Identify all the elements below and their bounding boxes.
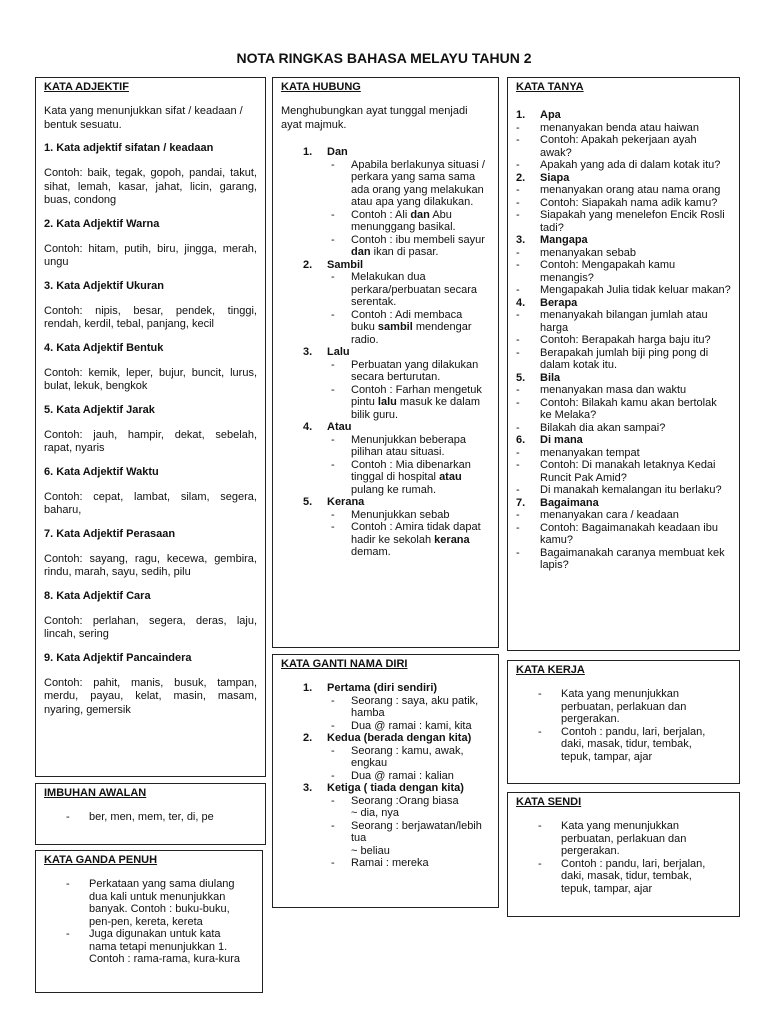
list-point (281, 720, 490, 733)
list-point (281, 159, 490, 209)
list-point (281, 795, 490, 820)
item-heading (516, 172, 731, 185)
kata-ganti-nama-diri-box (272, 654, 499, 908)
list-point (516, 209, 731, 234)
list-point (281, 745, 490, 770)
list-item (516, 297, 731, 372)
dash-bullet: - (516, 421, 520, 434)
item-heading (516, 434, 731, 447)
item-number: 6. (516, 434, 526, 446)
point-list (44, 878, 254, 966)
list-point (281, 770, 490, 783)
item-heading: 3. Kata Adjektif Ukuran (44, 279, 165, 292)
list-item (281, 732, 490, 782)
dash-bullet: - (331, 233, 335, 246)
item-example: Contoh: jauh, hampir, dekat, sebelah, rapat, nyaris (44, 428, 257, 454)
point-text: ber, men, mem, ter, di, pe (89, 811, 214, 823)
item-number: 3. (303, 346, 313, 358)
dash-bullet: - (516, 484, 520, 496)
point-text: Berapakah jumlah biji ping pong di dalam kotak itu. (540, 346, 709, 371)
bold-keyword: atau (439, 471, 462, 483)
point-text: masuk ke dalam bilik guru. (351, 396, 481, 421)
dash-bullet: - (331, 794, 335, 807)
list-point (516, 547, 731, 572)
point-text: ikan di pasar. (370, 246, 439, 258)
point-text: menanyakan orang atau nama orang (540, 184, 721, 196)
item-example: Contoh: sayang, ragu, kecewa, gembira, rindu, marah, sayu, sedih, pilu (44, 552, 257, 578)
point-text: Dua @ ramai : kalian (351, 769, 454, 782)
dash-bullet: - (516, 384, 520, 396)
item-heading (281, 421, 490, 434)
section-title: KATA GANDA PENUH (44, 854, 158, 866)
list-point (516, 197, 731, 210)
item-number: 2. (516, 171, 526, 184)
list-point (44, 878, 254, 928)
kata-hubung-box (272, 77, 499, 648)
item-number: 1. (516, 109, 526, 121)
item-heading-text: Apa (540, 109, 561, 121)
point-text: Abu menunggang basikal. (351, 208, 456, 233)
dash-bullet: - (516, 196, 520, 209)
list-point (516, 459, 731, 484)
item-heading-text: Atau (327, 421, 352, 433)
dash-bullet: - (516, 246, 520, 259)
list-point (281, 695, 490, 720)
list-item (281, 421, 490, 496)
dash-bullet: - (331, 433, 335, 446)
point-text: Dua @ ramai : kami, kita (351, 719, 472, 732)
dash-bullet: - (331, 819, 335, 832)
point-text: Contoh: Mengapakah kamu menangis? (540, 259, 676, 284)
point-text: Kata yang menunjukkan perbuatan, perlakuan dan pergerakan. (561, 688, 687, 725)
list-point (281, 234, 490, 259)
list-point (281, 459, 490, 497)
list-item (516, 434, 731, 497)
dash-bullet: - (331, 694, 335, 707)
section-intro: Menghubungkan ayat tunggal menjadi ayat majmuk. (281, 105, 468, 131)
dash-bullet: - (516, 509, 520, 521)
dash-bullet: - (331, 458, 335, 471)
section-title: KATA HUBUNG (281, 81, 361, 93)
list-point (516, 447, 731, 460)
list-point (516, 688, 731, 726)
item-heading-text: Mangapa (540, 234, 588, 246)
item-heading-text: Siapa (540, 171, 570, 184)
dash-bullet: - (538, 820, 542, 832)
dash-bullet: - (516, 346, 520, 359)
dash-bullet: - (331, 769, 335, 782)
list-item (516, 109, 731, 172)
list-point (281, 384, 490, 422)
point-text: menanyakan masa dan waktu (540, 384, 687, 396)
bold-keyword: lalu (377, 396, 397, 408)
list-item (281, 682, 490, 732)
item-number: 3. (516, 234, 526, 246)
list-point (516, 820, 731, 858)
list-item (281, 346, 490, 421)
list-item (516, 172, 731, 235)
dash-bullet: - (331, 857, 335, 869)
item-heading-text: Kedua (berada dengan kita) (327, 732, 472, 744)
list-point (281, 434, 490, 459)
bold-keyword: dan (351, 246, 371, 258)
list-point (516, 334, 731, 347)
list-point (516, 134, 731, 159)
dash-bullet: - (66, 878, 70, 890)
item-heading (516, 297, 731, 310)
point-text: Juga digunakan untuk kata nama tetapi menunjukkan 1. Contoh : rama-rama, kura-kura (89, 928, 240, 965)
item-heading (516, 497, 731, 510)
list-point (281, 521, 490, 559)
item-number: 1. (303, 146, 313, 158)
dash-bullet: - (331, 158, 335, 171)
dash-bullet: - (516, 159, 520, 171)
item-heading (281, 496, 490, 509)
dash-bullet: - (538, 688, 542, 700)
point-text: Contoh: Berapakah harga baju itu? (540, 334, 711, 346)
list-point (516, 858, 731, 896)
point-list (44, 811, 257, 824)
item-heading-text: Kerana (327, 496, 365, 508)
point-text: Menunjukkan beberapa pilihan atau situasi. (351, 433, 466, 458)
dash-bullet: - (331, 383, 335, 396)
point-text: Di manakah kemalangan itu berlaku? (540, 484, 722, 496)
list-point (516, 284, 731, 297)
item-number: 3. (303, 782, 313, 794)
section-title: IMBUHAN AWALAN (44, 787, 147, 799)
list-point (516, 347, 731, 372)
point-text: Contoh : Mia dibenarkan tinggal di hospital (351, 458, 471, 483)
section-title: KATA ADJEKTIF (44, 81, 129, 93)
kata-kerja-box (507, 660, 740, 784)
item-heading (281, 346, 490, 359)
item-heading (281, 146, 490, 159)
dash-bullet: - (516, 259, 520, 271)
imbuhan-awalan-box (35, 783, 266, 845)
item-heading: 6. Kata Adjektif Waktu (44, 465, 159, 478)
dash-bullet: - (516, 334, 520, 346)
list-point (516, 484, 731, 497)
dash-bullet: - (516, 309, 520, 321)
section-title: KATA GANTI NAMA DIRI (281, 658, 408, 670)
dash-bullet: - (331, 208, 335, 221)
point-text: Apabila berlakunya situasi / perkara yang sama sama ada orang yang melakukan atau apa yang dilakukan. (351, 158, 485, 208)
bold-keyword: kerana (434, 533, 470, 546)
item-example: Contoh: cepat, lambat, silam, segera, baharu, (44, 490, 257, 516)
kata-tanya-box (507, 77, 740, 651)
dash-bullet: - (516, 521, 520, 534)
kata-ganda-penuh-box (35, 850, 263, 993)
item-number: 5. (303, 496, 313, 508)
point-text: Seorang : saya, aku patik, hamba (351, 694, 479, 719)
list-item (281, 496, 490, 559)
point-text: Siapakah yang menelefon Encik Rosli tadi? (540, 209, 725, 234)
list-point (516, 309, 731, 334)
dash-bullet: - (331, 521, 335, 533)
point-text: Contoh : Ali (351, 208, 411, 221)
dash-bullet: - (516, 184, 520, 196)
section-intro: Kata yang menunjukkan sifat / keadaan / bentuk sesuatu. (44, 105, 243, 131)
dash-bullet: - (331, 719, 335, 732)
list-item (516, 372, 731, 435)
list-point (516, 509, 731, 522)
item-number: 1. (303, 682, 313, 694)
dash-bullet: - (516, 446, 520, 459)
point-text: Contoh: Bagaimanakah keadaan ibu kamu? (540, 521, 718, 546)
list-point (516, 159, 731, 172)
point-text: Perkataan yang sama diulang dua kali untuk menunjukkan banyak. Contoh : buku-buku, pen-pen, kereta, kereta (89, 878, 235, 928)
point-text: Bagaimanakah caranya membuat kek lapis? (540, 546, 725, 571)
item-example: Contoh: pahit, manis, busuk, tampan, merdu, payau, kelat, masin, masam, nyaring, gemersik (44, 676, 257, 716)
list-item (281, 146, 490, 259)
item-number: 2. (303, 258, 313, 271)
item-heading-text: Pertama (diri sendiri) (327, 682, 438, 694)
point-text: menanyakan tempat (540, 446, 640, 459)
item-heading: 8. Kata Adjektif Cara (44, 589, 151, 602)
point-text: Seorang : berjawatan/lebih tua ~ beliau (351, 819, 482, 857)
item-number: 5. (516, 371, 526, 384)
item-heading-text: Bagaimana (540, 496, 599, 509)
point-text: Kata yang menunjukkan perbuatan, perlakuan dan pergerakan. (561, 820, 687, 857)
point-text: menanyakan sebab (540, 246, 637, 259)
list-point (281, 857, 490, 870)
item-heading (281, 732, 490, 745)
item-heading: 5. Kata Adjektif Jarak (44, 403, 155, 416)
item-heading (516, 234, 731, 247)
item-heading: 7. Kata Adjektif Perasaan (44, 527, 176, 540)
point-text: Contoh : Farhan mengetuk pintu (351, 383, 482, 408)
bold-keyword: dan (410, 208, 430, 221)
point-text: Apakah yang ada di dalam kotak itu? (540, 159, 721, 171)
list-point (44, 928, 254, 966)
item-heading: 4. Kata Adjektif Bentuk (44, 341, 164, 354)
dash-bullet: - (538, 725, 542, 738)
list-point (281, 359, 490, 384)
point-text: Perbuatan yang dilakukan secara berturutan. (351, 358, 479, 383)
item-heading-text: Di mana (540, 434, 583, 446)
dash-bullet: - (331, 358, 335, 371)
list-point (516, 384, 731, 397)
point-text: menanyakah bilangan jumlah atau harga (540, 309, 708, 334)
item-example: Contoh: perlahan, segera, deras, laju, lincah, sering (44, 614, 257, 640)
list-point (281, 820, 490, 858)
list-point (281, 271, 490, 309)
item-heading: 9. Kata Adjektif Pancaindera (44, 651, 192, 664)
point-text: Contoh: Apakah pekerjaan ayah awak? (540, 134, 697, 159)
item-heading-text: Lalu (327, 346, 350, 358)
page-title: NOTA RINGKAS BAHASA MELAYU TAHUN 2 (236, 50, 532, 66)
point-text: demam. (351, 546, 391, 558)
item-heading-text: Dan (327, 146, 348, 158)
list-item (281, 782, 490, 870)
list-point (516, 397, 731, 422)
item-heading-text: Bila (540, 371, 561, 384)
list-point (281, 209, 490, 234)
item-number: 2. (303, 732, 313, 744)
dash-bullet: - (516, 134, 520, 146)
section-title: KATA TANYA (516, 81, 584, 93)
list-point (516, 522, 731, 547)
point-text: Contoh : ibu membeli sayur (351, 233, 485, 246)
list-item (516, 497, 731, 572)
item-example: Contoh: hitam, putih, biru, jingga, merah, ungu (44, 242, 257, 268)
dash-bullet: - (331, 508, 335, 521)
list-point (516, 184, 731, 197)
dash-bullet: - (66, 811, 70, 823)
item-example: Contoh: nipis, besar, pendek, tinggi, rendah, kerdil, tebal, panjang, kecil (44, 304, 257, 330)
kata-adjektif-box (35, 77, 266, 777)
item-heading (281, 259, 490, 272)
dash-bullet: - (516, 284, 520, 296)
point-text: Contoh: Bilakah kamu akan bertolak ke Melaka? (540, 396, 717, 421)
list-point (281, 509, 490, 522)
point-text: Contoh : Adi membaca buku (351, 308, 463, 333)
dash-bullet: - (331, 271, 335, 283)
point-text: Contoh : Amira tidak dapat hadir ke sekolah (351, 521, 481, 546)
point-text: Seorang :Orang biasa ~ dia, nya (351, 794, 459, 819)
item-heading (281, 682, 490, 695)
item-heading-text: Ketiga ( tiada dengan kita) (327, 782, 464, 794)
item-number: 4. (516, 296, 526, 309)
point-text: Melakukan dua perkara/perbuatan secara serentak. (351, 271, 477, 308)
list-point (281, 309, 490, 347)
list-point (516, 247, 731, 260)
dash-bullet: - (66, 928, 70, 940)
dash-bullet: - (516, 209, 520, 221)
point-text: menanyakan cara / keadaan (540, 509, 679, 521)
point-text: Seorang : kamu, awak, engkau (351, 744, 464, 769)
list-point (516, 422, 731, 435)
list-point (516, 726, 731, 764)
list-point (516, 259, 731, 284)
list-item (516, 234, 731, 297)
list-item (281, 259, 490, 347)
dash-bullet: - (516, 396, 520, 409)
dash-bullet: - (538, 857, 542, 870)
item-heading-text: Berapa (540, 296, 578, 309)
point-text: Contoh : pandu, lari, berjalan, daki, masak, tidur, tembak, tepuk, tampar, ajar (561, 857, 706, 895)
item-heading (516, 372, 731, 385)
dash-bullet: - (516, 546, 520, 559)
point-text: Contoh: Di manakah letaknya Kedai Runcit Pak Amid? (540, 459, 716, 484)
item-heading: 1. Kata adjektif sifatan / keadaan (44, 142, 214, 154)
item-heading: 2. Kata Adjektif Warna (44, 217, 160, 230)
dash-bullet: - (331, 308, 335, 321)
dash-bullet: - (516, 459, 520, 471)
point-list (516, 820, 731, 895)
dash-bullet: - (331, 744, 335, 757)
point-text: Ramai : mereka (351, 857, 429, 869)
point-text: pulang ke rumah. (351, 483, 436, 496)
list-point (44, 811, 257, 824)
point-text: Bilakah dia akan sampai? (540, 421, 666, 434)
point-list (516, 688, 731, 763)
dash-bullet: - (516, 121, 520, 134)
point-text: mendengar radio. (351, 321, 472, 346)
item-heading (281, 782, 490, 795)
item-number: 4. (303, 421, 313, 433)
point-text: menanyakan benda atau haiwan (540, 121, 700, 134)
item-number: 7. (516, 496, 526, 509)
point-text: Menunjukkan sebab (351, 508, 450, 521)
item-heading-text: Sambil (327, 258, 364, 271)
item-heading (516, 109, 731, 122)
point-text: Contoh: Siapakah nama adik kamu? (540, 196, 718, 209)
point-text: Mengapakah Julia tidak keluar makan? (540, 284, 731, 296)
list-point (516, 122, 731, 135)
item-example: Contoh: kemik, leper, bujur, buncit, lurus, bulat, lekuk, bengkok (44, 366, 257, 392)
section-title: KATA SENDI (516, 796, 582, 808)
kata-sendi-box (507, 792, 740, 917)
point-text: Contoh : pandu, lari, berjalan, daki, masak, tidur, tembak, tepuk, tampar, ajar (561, 725, 706, 763)
section-title: KATA KERJA (516, 664, 585, 676)
item-example: Contoh: baik, tegak, gopoh, pandai, takut, sihat, lemah, kasar, jahat, licin, garang, buas, condong (44, 167, 257, 206)
bold-keyword: sambil (377, 321, 413, 333)
